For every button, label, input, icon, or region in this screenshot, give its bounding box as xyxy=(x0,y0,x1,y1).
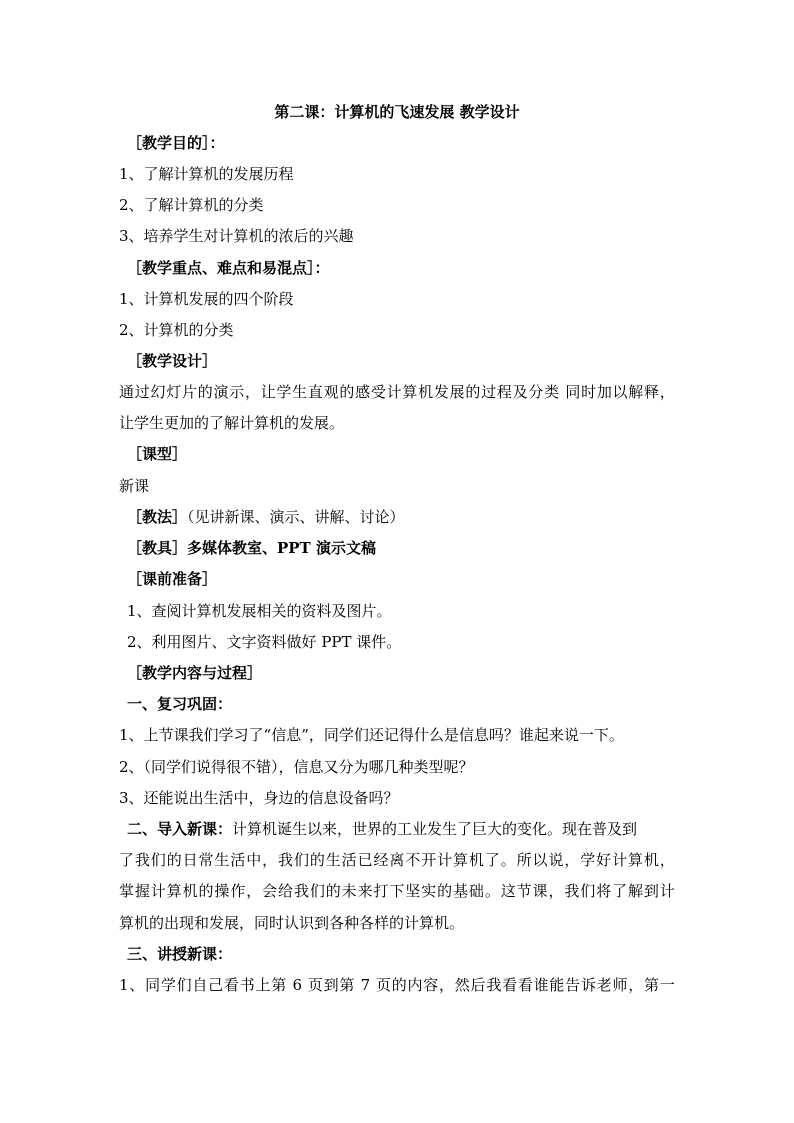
method-heading: ［教法］ xyxy=(127,508,188,526)
review-item: 3、还能说出生活中，身边的信息设备吗？ xyxy=(119,789,399,807)
intro-paragraph-line: 了我们的日常生活中，我们的生活已经离不开计算机了。所以说，学好计算机， xyxy=(119,851,675,869)
objective-item: 2、了解计算机的分类 xyxy=(119,196,264,214)
method-value: （见讲新课、演示、讲解、讨论） xyxy=(187,508,405,526)
objective-item: 3、培养学生对计算机的浓后的兴趣 xyxy=(119,227,354,245)
page-title: 第二课：计算机的飞速发展 教学设计 xyxy=(274,103,520,121)
lesson-type-heading: ［课型］ xyxy=(127,445,188,463)
new-lesson-heading: 三、讲授新课： xyxy=(127,945,233,963)
intro-text: 计算机诞生以来，世界的工业发生了巨大的变化。现在普及到 xyxy=(232,820,638,838)
intro-line xyxy=(127,818,637,840)
preparation-heading: ［课前准备］ xyxy=(127,570,218,588)
review-heading: 一、复习巩固： xyxy=(127,695,233,713)
preparation-item: 2、利用图片、文字资料做好 PPT 课件。 xyxy=(127,633,402,651)
review-item: 1、上节课我们学习了“信息”，同学们还记得什么是信息吗？谁起来说一下。 xyxy=(119,726,624,744)
lesson-type-value: 新课 xyxy=(119,477,150,495)
intro-paragraph-line: 算机的出现和发展，同时认识到各种各样的计算机。 xyxy=(119,914,465,932)
intro-paragraph-line: 掌握计算机的操作，会给我们的未来打下坚实的基础。这节课，我们将了解到计 xyxy=(119,882,675,900)
design-heading: ［教学设计］ xyxy=(127,352,218,370)
review-item: 2、（同学们说得很不错），信息又分为哪几种类型呢？ xyxy=(119,758,474,776)
design-paragraph-line: 让学生更加的了解计算机的发展。 xyxy=(119,414,345,432)
key-points-heading: ［教学重点、难点和易混点］： xyxy=(127,259,330,277)
objectives-heading: ［教学目的］： xyxy=(127,134,225,152)
tools-line: ［教具］多媒体教室、PPT 演示文稿 xyxy=(127,539,376,557)
intro-heading: 二、导入新课： xyxy=(127,820,233,838)
objective-item: 1、了解计算机的发展历程 xyxy=(119,165,294,183)
key-point-item: 2、计算机的分类 xyxy=(119,321,234,339)
design-paragraph-line: 通过幻灯片的演示，让学生直观的感受计算机发展的过程及分类 同时加以解释， xyxy=(119,383,675,401)
preparation-item: 1、查阅计算机发展相关的资料及图片。 xyxy=(127,602,392,620)
key-point-item: 1、计算机发展的四个阶段 xyxy=(119,290,294,308)
process-heading: ［教学内容与过程］ xyxy=(127,664,263,682)
new-lesson-paragraph-line: 1、同学们自己看书上第 6 页到第 7 页的内容，然后我看看谁能告诉老师，第一 xyxy=(119,976,675,994)
method-line xyxy=(127,506,405,528)
